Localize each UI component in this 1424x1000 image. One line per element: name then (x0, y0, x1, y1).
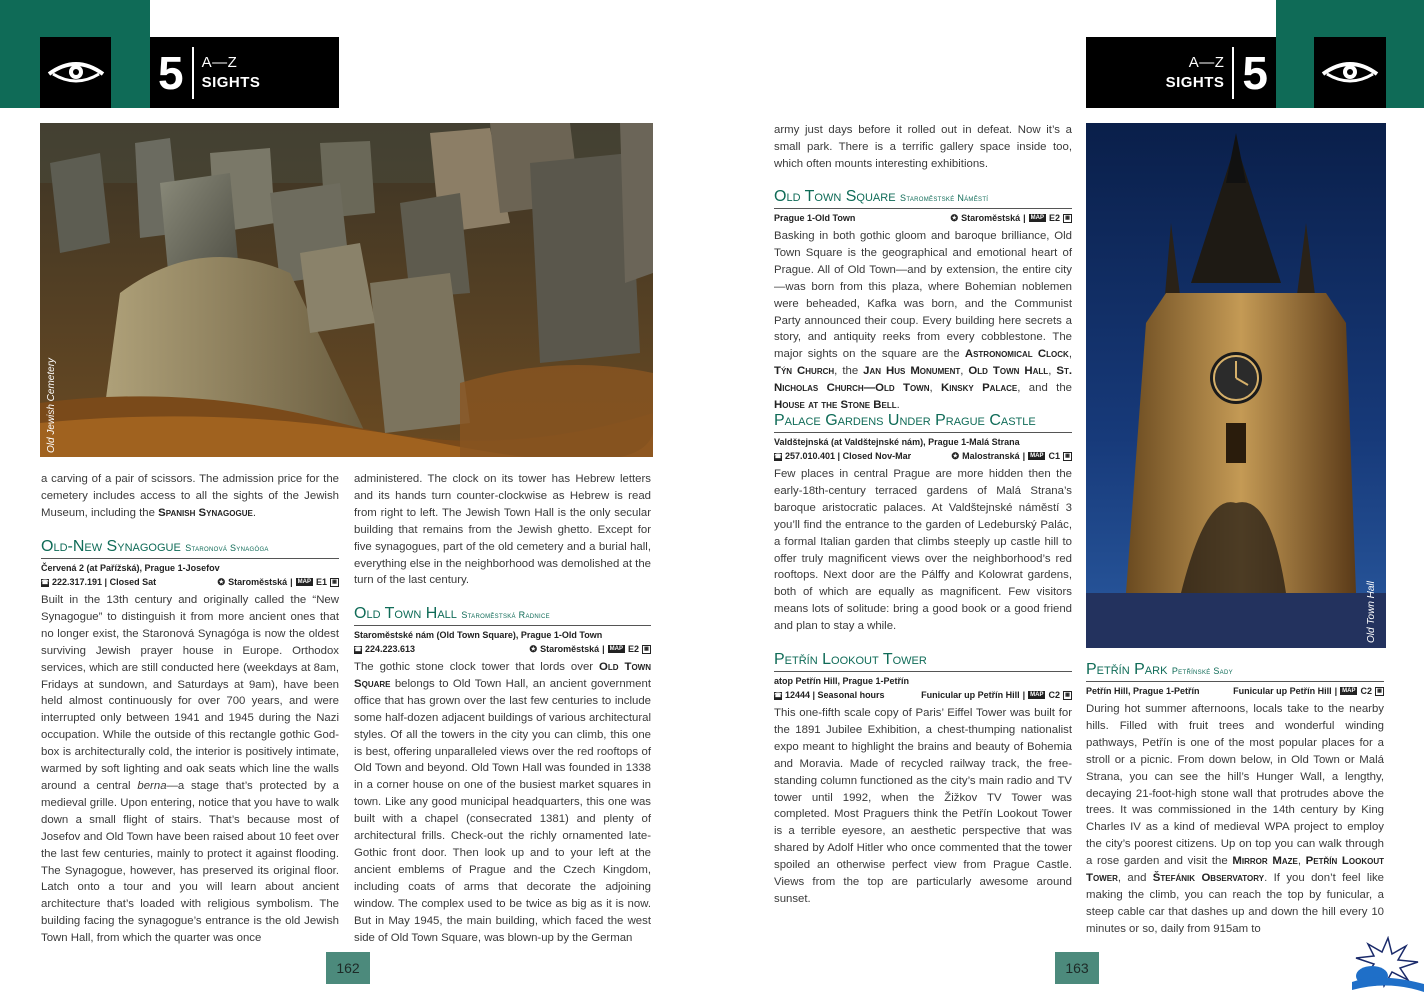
rule-old-town-hall (354, 625, 651, 626)
town-hall-photo (1086, 123, 1386, 648)
phone-icon: ☎ (354, 646, 362, 653)
map-icon: MAP (609, 646, 623, 652)
grid-icon: ▦ (1375, 687, 1384, 696)
metro-icon: ✪ (529, 644, 538, 654)
left-column-1-intro: a carving of a pair of scissors. The admission price for the cemetery includes access to all the sights of the Jewish Museum, including the Spanish Synagogue. (41, 473, 339, 519)
info-petrin-tower-address: atop Petřín Hill, Prague 1-Petřín (774, 676, 910, 686)
grid-icon: ▦ (1063, 691, 1072, 700)
cemetery-illustration (40, 123, 653, 457)
page-number-right: 163 (1055, 952, 1099, 984)
rule-old-new-synagogue (41, 558, 339, 559)
map-icon: MAP (1342, 688, 1356, 694)
phone-icon: ☎ (41, 579, 49, 586)
map-icon: MAP (1030, 692, 1044, 698)
cemetery-photo-caption: Old Jewish Cemetery (46, 357, 57, 453)
chapter-number: 5 (158, 46, 184, 99)
info-old-new-synagogue-address: Červená 2 (at Pařížská), Prague 1-Josefov (41, 563, 220, 573)
town-hall-photo-caption: Old Town Hall (1366, 581, 1377, 643)
right-chapter-header (1086, 37, 1276, 108)
body-old-town-hall: The gothic stone clock tower that lords over Old Town Square belongs to Old Town Hall, an ancient government office that has grown over the last few centuries to include some half-dozen adjacent buildings of various architectural styles. Of all the towers in the city you can climb, this one is best, offering unparalleled views over the red rooftops of Old Town and beyond. Old Town Hall was founded in 1338 in a corner house on one of the busiest market squares in town. Like any good municipal headquarters, this one was built with a chapel (consecrated 1381) and plenty of architectural frills. Check-out the richly ornamented late-Gothic front door. Then look up and to your left at the ancient emblems of Prague and the Czech Kingdom, including coats of arms that decorate the adjoining window. The complex used to be twice as big as it is now. But in May 1945, the main building, which faced the west side of Old Town Square, was blown-up by the German (354, 661, 651, 944)
map-icon: MAP (297, 579, 311, 585)
section-label-right: SIGHTS (1165, 73, 1225, 91)
body-petrin-park: During hot summer afternoons, locals take to the nearby hills. Filled with fruit trees and wonderful winding pathways, Petřín is one of the most popular places for a stroll or a picnic. From down below, in Old Town or Malá Strana, you can see the hill’s Hunger Wall, a lengthy, decaying 21-foot-high stone wall that protrudes above the trees. It was commissioned in the 14th century by King Charles IV as a kind of medieval WPA project to employ the city’s poorest citizens. Up on top you can walk through a rose garden and visit the Mirror Maze, Petřín Lookout Tower, and Štefánik Observatory. If you don’t feel like making the climb, you can reach the top by funicular, a steep cable car that dashes up and down the hill every 10 minutes or so, daily from 915am to (1086, 703, 1385, 935)
title-petrin-tower: Petřín Lookout Tower (774, 651, 927, 668)
grid-icon: ▦ (1063, 214, 1072, 223)
chapter-divider-right (1232, 47, 1234, 99)
metro-icon: ✪ (217, 577, 226, 587)
rule-old-town-square (774, 208, 1072, 209)
title-old-new-synagogue: Old-New Synagogue Staronová Synagóga (41, 538, 269, 555)
grid-icon: ▦ (642, 645, 651, 654)
left-eye-badge (40, 37, 111, 108)
info-petrin-park: Petřín Hill, Prague 1-Petřín Funicular up Petřín Hill | MAP C2 ▦ (1086, 685, 1384, 697)
left-column-2-intro: administered. The clock on its tower has Hebrew letters and its hands turn counter-clockwise as Hebrew is read from right to left. The Jewish Town Hall is the only secular building that remains from the Jewish ghetto. Except for five synagogues, part of the old cemetery and a burial hall, everything else in the neighborhood was demolished at the turn of the last century. (354, 473, 651, 587)
phone-icon: ☎ (774, 453, 782, 460)
grid-icon: ▦ (330, 578, 339, 587)
eye-icon (1321, 58, 1379, 88)
rule-petrin-tower (774, 671, 1072, 672)
info-old-town-hall-details: ☎ 224.223.613 ✪ Staroměstská | MAP E2 ▦ (354, 643, 651, 655)
chapter-label-right: A—Z (1188, 53, 1225, 71)
rule-petrin-park (1086, 681, 1384, 682)
cemetery-photo (40, 123, 653, 457)
phone-icon: ☎ (774, 692, 782, 699)
publisher-logo-icon (1348, 936, 1424, 996)
section-label: SIGHTS (201, 73, 261, 91)
info-petrin-tower-details: ☎ 12444 | Seasonal hours Funicular up Petřín Hill | MAP C2 ▦ (774, 689, 1072, 701)
info-palace-gardens-details: ☎ 257.010.401 | Closed Nov-Mar ✪ Malostranská | MAP C1 ▦ (774, 450, 1072, 462)
eye-icon (47, 58, 105, 88)
link-spanish-synagogue: Spanish Synagogue (158, 506, 253, 519)
chapter-divider (192, 47, 194, 99)
right-column-1-intro: army just days before it rolled out in defeat. Now it’s a small park. There is a terrific gallery space inside too, which often mounts interesting exhibitions. (774, 124, 1072, 170)
title-petrin-park: Petřín Park Petřínské Sady (1086, 661, 1233, 678)
chapter-number-right: 5 (1242, 46, 1268, 99)
body-old-new-synagogue: Built in the 13th century and originally called the “New Synagogue” to distinguish it from more ancient ones that no longer exist, the Staronová Synagóga is now the oldest surviving Jewish prayer house in Europe. Orthodox services, which are still conducted here (weekdays at 8am, Fridays at sundown, and Saturdays at 9am), have been held almost continuously for over 700 years, and were interrupted only between 1941 and 1945 during the Nazi occupation. While the outside of this rectangle gothic God-box is architecturally cold, the interior is positively intimate, warmed by soft lighting and oak seats which line the walls around a central berna—a stage that’s protected by a medieval grille. Upon entering, notice that you have to walk down a small flight of stairs. That’s because most of Josefov and Old Town have been raised about 10 feet over the last few centuries, mainly to protect it against flooding. The Synagogue, however, has preserved its original floor. Latch onto a tour and you will learn about ancient architecture that’s loaded with religious symbolism. The building facing the synagogue’s entrance is the old Jewish Town Hall, from which the quarter was once (41, 594, 339, 945)
body-petrin-tower: This one-fifth scale copy of Paris’ Eiffel Tower was built for the 1891 Jubilee Exhibition, a chest-thumping nationalist expo meant to highlight the brains and beauty of Bohemia and Moravia. Made of recycled railway track, the free-standing column functioned as the city’s main radio and TV tower until 1992, when the Žižkov TV Tower was completed. Most Praguers think the Petřín Lookout Tower is a terrible eyesore, an aesthetic perspective that was shared by Adolf Hitler who once commented that the tower spoiled an otherwise perfect view from Prague Castle. Views from the top are particularly awesome around sunset. (774, 707, 1072, 905)
chapter-label: A—Z (201, 53, 238, 71)
info-old-town-hall-address: Staroměstské nám (Old Town Square), Prague 1-Old Town (354, 630, 603, 640)
map-icon: MAP (1030, 453, 1044, 459)
title-old-town-square: Old Town Square Staroměstské Náměstí (774, 188, 989, 205)
metro-icon: ✪ (950, 213, 959, 223)
metro-icon: ✪ (951, 451, 960, 461)
info-palace-gardens-address: Valdštejnská (at Valdštejnské nám), Prague 1-Malá Strana (774, 437, 1020, 447)
map-icon: MAP (1030, 215, 1044, 221)
grid-icon: ▦ (1063, 452, 1072, 461)
title-old-town-hall: Old Town Hall Staroměstská Radnice (354, 605, 550, 622)
rule-palace-gardens (774, 432, 1072, 433)
town-hall-illustration (1086, 123, 1386, 648)
info-old-new-synagogue-details: ☎ 222.317.191 | Closed Sat ✪ Staroměstská | MAP E1 ▦ (41, 576, 339, 588)
right-eye-badge (1314, 37, 1386, 108)
body-old-town-square: Basking in both gothic gloom and baroque brilliance, Old Town Square is the geographical and emotional heart of Prague. All of Old Town—and by extension, the entire city—was born from this plaza, where Bohemian noblemen were beheaded, Kafka was born, and the Communist Party announced their coup. Every building here secrets a story, and antiquity reeks from every cobblestone. The major sights on the square are the Astronomical Clock, Týn Church, the Jan Hus Monument, Old Town Hall, St. Nicholas Church—Old Town, Kinsky Palace, and the House at the Stone Bell. (774, 230, 1072, 412)
left-chapter-header (150, 37, 339, 108)
link-old-town-square: Old Town Square (354, 661, 651, 690)
body-palace-gardens: Few places in central Prague are more hidden then the early-18th-century terraced gardens of Malá Strana’s baroque aristocratic palaces. At Valdštejnské náměstí 3 you’ll find the entrance to the garden of Ledeburský Palác, a formal Italian garden that climbs steeply up castle hill to offer truly magnificent views over the neighborhood’s red rooftops. Next door are the Pálffy and Kolowrat gardens, both of which are equally as magnificent. Few visitors means lots of solitude: bring a good book or a good friend and plan to stay a while. (774, 468, 1072, 633)
page-number-left: 162 (326, 952, 370, 984)
title-palace-gardens: Palace Gardens Under Prague Castle (774, 412, 1036, 429)
info-old-town-square: Prague 1-Old Town ✪ Staroměstská | MAP E2 ▦ (774, 212, 1072, 224)
